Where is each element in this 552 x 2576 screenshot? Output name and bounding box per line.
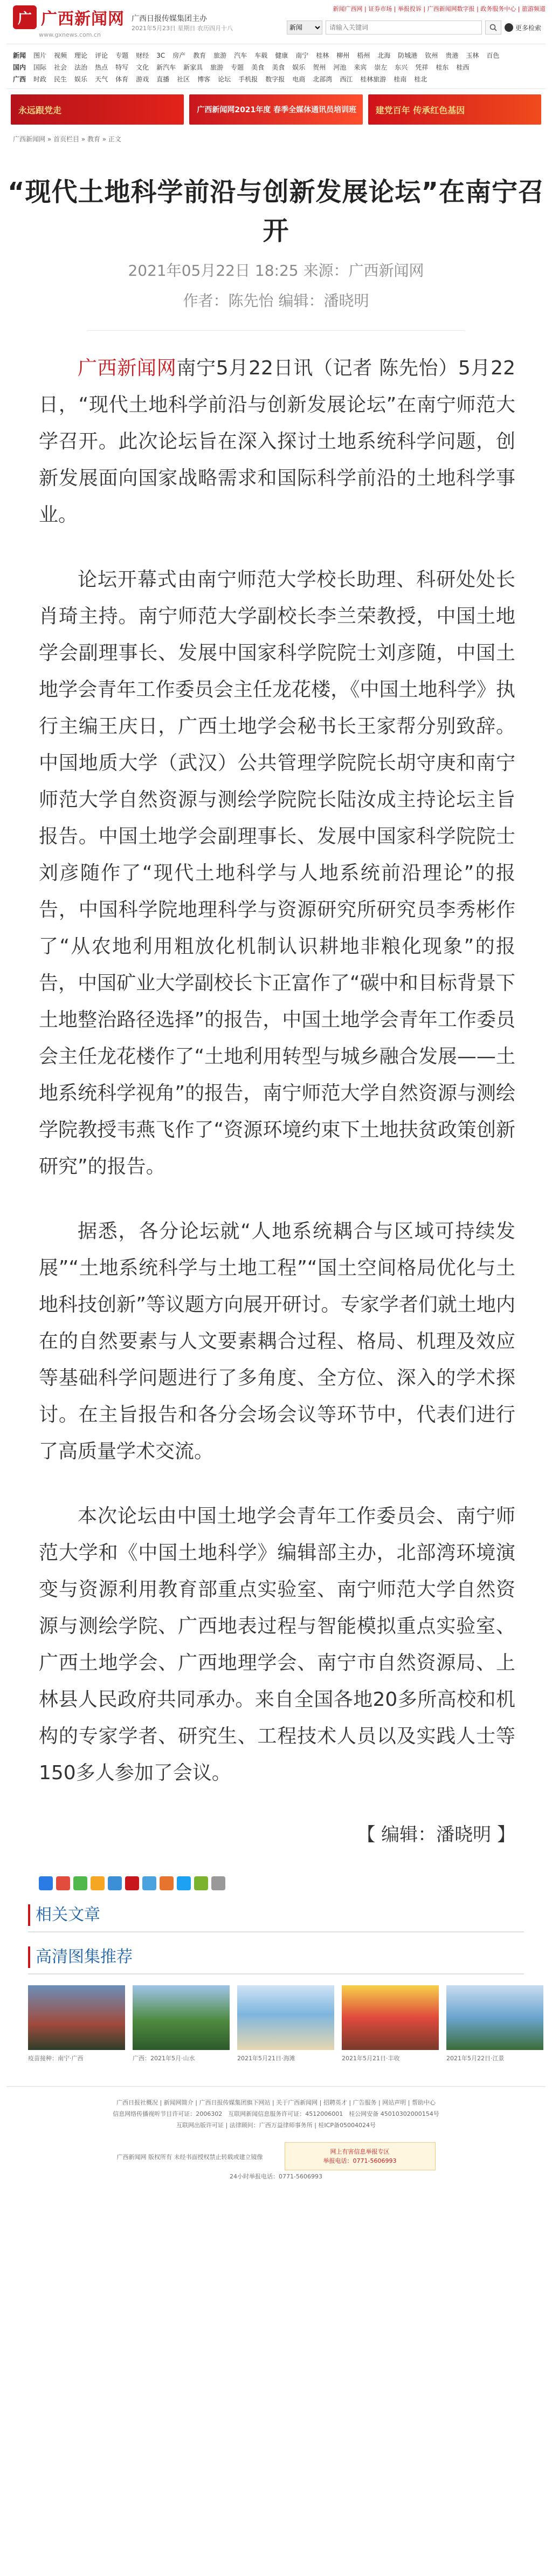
nav-item[interactable]: 视频 <box>54 52 67 59</box>
footer-copyright: 广西新闻网 版权所有 未经书面授权禁止转载或建立镜像 <box>116 2153 263 2161</box>
gallery-photos <box>6 1974 546 2062</box>
nav-item[interactable]: 防城港 <box>398 52 418 59</box>
header-date: 2021年5月23日 星期日 农历四月十八 <box>132 25 233 32</box>
share-tencent-icon[interactable] <box>108 1876 122 1890</box>
nav-item[interactable]: 国际 <box>33 64 47 71</box>
nav-item[interactable]: 体育 <box>115 76 129 83</box>
nav-item[interactable]: 博客 <box>197 76 211 83</box>
gallery-thumbnail <box>342 1985 439 2050</box>
gallery-item[interactable] <box>237 1985 334 2062</box>
nav-item[interactable]: 美食 <box>272 64 285 71</box>
nav-row <box>13 50 546 62</box>
nav-item[interactable]: 梧州 <box>357 52 370 59</box>
nav-item[interactable]: 理论 <box>74 52 88 59</box>
more-search-label: 更多检索 <box>515 24 541 32</box>
gallery-caption: 2021年5月22日·江景 <box>446 2055 505 2062</box>
nav-item[interactable]: 桂林 <box>316 52 329 59</box>
nav-item[interactable]: 旅游 <box>210 64 224 71</box>
gallery-caption: 广西：2021年5月·山水 <box>133 2055 195 2062</box>
share-qzone-icon[interactable] <box>39 1876 53 1890</box>
nav-item[interactable]: 美食 <box>251 64 265 71</box>
share-qq-icon[interactable] <box>91 1876 105 1890</box>
nav-item[interactable]: 桂东 <box>436 64 449 71</box>
paragraph: 据悉，各分论坛就“人地系统耦合与区域可持续发展”“土地系统科学与土地工程”“国土空间格局优化与土地科技创新”等议题方向展开研讨。专家学者们就土地内在的自然要素与人文要素耦合过程、格局、机理及效应等基础科学问题进行了多角度、全方位、深入的学术探讨。在主旨报告和各分会场会议等环节中，代表们进行了高质量学术交流。 <box>39 1220 515 1463</box>
nav-item[interactable]: 房产 <box>172 52 186 59</box>
share-kaixin-icon[interactable] <box>160 1876 174 1890</box>
nav-item[interactable]: 南宁 <box>295 52 309 59</box>
gallery-title: 高清图集推荐 <box>28 1946 524 1968</box>
gallery-item[interactable] <box>342 1985 439 2062</box>
logo-mark: 广 <box>13 5 37 29</box>
gallery-thumbnail <box>237 1985 334 2050</box>
nav-item[interactable]: 娱乐 <box>292 64 306 71</box>
nav-item[interactable]: 电商 <box>292 76 306 83</box>
nav-item[interactable]: 法治 <box>74 64 88 71</box>
nav-item[interactable]: 评论 <box>95 52 108 59</box>
nav-item[interactable]: 崇左 <box>374 64 388 71</box>
nav-item[interactable]: 手机报 <box>238 76 258 83</box>
source-link[interactable]: 广西新闻网 <box>78 357 177 379</box>
nav-item[interactable]: 健康 <box>275 52 288 59</box>
share-douban-icon[interactable] <box>142 1876 156 1890</box>
share-wechat-icon[interactable] <box>73 1876 87 1890</box>
nav-item[interactable]: 桂林旅游 <box>360 76 387 83</box>
top-links[interactable]: 新闻广西网 | 证券市场 | 举报投诉 | 广西新闻网数字报 | 政务服务中心 | 旅游频道 <box>333 5 546 12</box>
nav-item[interactable]: 民生 <box>54 76 67 83</box>
nav-item[interactable]: 桂北 <box>414 76 427 83</box>
nav-item[interactable]: 贺州 <box>313 64 326 71</box>
nav-item[interactable]: 时政 <box>33 76 47 83</box>
footer-badges <box>6 2142 546 2170</box>
paragraph-text: 南宁5月22日讯（记者 陈先怡）5月22日，“现代土地科学前沿与创新发展论坛”在南宁师范大学召开。此次论坛旨在深入探讨土地系统科学问题，创新发展面向国家战略需求和国际科学前沿的土地科学事业。 <box>39 357 515 526</box>
nav-item[interactable]: 3C <box>156 52 165 59</box>
share-more-icon[interactable] <box>211 1876 225 1890</box>
share-weibo-icon[interactable] <box>56 1876 70 1890</box>
logo-text: 广西新闻网 <box>41 10 125 29</box>
gallery-item[interactable] <box>446 1985 543 2062</box>
nav-item[interactable]: 车载 <box>254 52 268 59</box>
paragraph <box>39 350 515 534</box>
banner-ad[interactable]: 建党百年 传承红色基因 <box>368 94 541 125</box>
nav-item[interactable]: 东兴 <box>395 64 408 71</box>
footer-legal: 互联网出版许可证 | 法律顾问：广西万益律师事务所 | 桂ICP备05004024号 <box>176 2122 376 2129</box>
nav-item[interactable]: 文化 <box>136 64 149 71</box>
nav-item[interactable]: 汽车 <box>234 52 247 59</box>
gallery-caption: 疫苗接种：南宁·广西 <box>28 2055 84 2062</box>
report-body: 举报电话：0771-5606993 <box>323 2157 397 2164</box>
site-header <box>6 0 546 44</box>
nav-item[interactable]: 北海 <box>377 52 391 59</box>
nav-item[interactable]: 贵港 <box>445 52 459 59</box>
nav-item[interactable]: 论坛 <box>218 76 231 83</box>
nav-item[interactable]: 教育 <box>193 52 206 59</box>
nav-item[interactable]: 特写 <box>115 64 129 71</box>
nav-item[interactable]: 新汽车 <box>156 64 176 71</box>
nav-item[interactable]: 财经 <box>136 52 149 59</box>
nav-item[interactable]: 桂西 <box>456 64 470 71</box>
search-button[interactable] <box>485 21 501 35</box>
gallery-thumbnail <box>446 1985 543 2050</box>
nav-item[interactable]: 直播 <box>156 76 170 83</box>
nav-item[interactable]: 桂南 <box>394 76 407 83</box>
nav-item[interactable]: 北部湾 <box>313 76 333 83</box>
logo-subtitle: www.gxnews.com.cn <box>39 31 101 38</box>
nav-item[interactable]: 图片 <box>33 52 47 59</box>
banner-row <box>6 89 546 130</box>
nav-item[interactable]: 河池 <box>333 64 347 71</box>
gallery-thumbnail <box>133 1985 230 2050</box>
article-meta: 2021年05月22日 18:25 来源：广西新闻网 <box>128 262 424 279</box>
gallery-caption: 2021年5月21日·海滩 <box>237 2055 295 2062</box>
site-logo[interactable] <box>13 5 125 29</box>
report-title: 网上有害信息举报专区 <box>330 2148 390 2155</box>
article-body <box>6 331 546 1792</box>
divider <box>28 1931 524 1932</box>
nav-item[interactable]: 专题 <box>231 64 244 71</box>
more-search-icon <box>505 23 513 32</box>
paragraph: 论坛开幕式由南宁师范大学校长助理、科研处处长肖琦主持。南宁师范大学副校长李兰荣教授，中国土地学会副理事长、发展中国家科学院院士刘彦随，中国土地学会青年工作委员会主任龙花楼，《中国土地科学》执行主编王庆日，广西土地学会秘书长王家帮分别致辞。中国地质大学（武汉）公共管理学院院长胡守庚和南宁师范大学自然资源与测绘学院院长陆汝成主持论坛主旨报告。中国土地学会副理事长、发展中国家科学院院士刘彦随作了“现代土地科学与人地系统前沿理论”的报告，中国科学院地理科学与资源研究所研究员李秀彬作了“从农地利用粗放化机制认识耕地非粮化现象”的报告，中国矿业大学副校长卞正富作了“碳中和目标背景下土地整治路径选择”的报告，中国土地学会青年工作委员会主任龙花楼作了“土地利用转型与城乡融合发展——土地系统科学视角”的报告，南宁师范大学自然资源与测绘学院教授韦燕飞作了“资源环境约束下土地扶贫政策创新研究”的报告。 <box>39 569 515 1178</box>
article-byline: 作者：陈先怡 编辑：潘晓明 <box>183 292 369 310</box>
nav-item[interactable]: 国内 <box>13 64 26 71</box>
nav-item[interactable]: 凭祥 <box>415 64 429 71</box>
gallery-item[interactable] <box>28 1985 125 2062</box>
footer-links[interactable]: 广西日报社概况 | 新闻网简介 | 广西日报传媒集团旗下网站 | 关于广西新闻网 | 招聘英才 | 广告服务 | 网站声明 | 帮助中心 <box>116 2099 436 2106</box>
site-footer <box>6 2086 546 2182</box>
editor-credit: 【 编辑：潘晓明 】 <box>357 1824 515 1846</box>
nav-item[interactable]: 柳州 <box>336 52 350 59</box>
search-icon <box>489 24 497 31</box>
share-renren-icon[interactable] <box>125 1876 139 1890</box>
article-title: “现代土地科学前沿与创新发展论坛”在南宁召开 <box>7 177 545 246</box>
nav-item[interactable]: 数字报 <box>265 76 285 83</box>
report-box[interactable] <box>285 2142 436 2170</box>
nav-row <box>13 73 546 85</box>
nav-item[interactable]: 社区 <box>177 76 190 83</box>
nav-item[interactable]: 广西 <box>13 76 26 83</box>
search-input[interactable] <box>326 21 482 35</box>
share-print-icon[interactable] <box>194 1876 208 1890</box>
footer-phone: 24小时举报电话：0771-5606993 <box>230 2173 322 2180</box>
nav-item[interactable]: 来宾 <box>354 64 367 71</box>
nav-item[interactable]: 玉林 <box>466 52 479 59</box>
share-bar <box>6 1846 546 1890</box>
search-bar <box>287 21 541 35</box>
nav-item[interactable]: 天气 <box>95 76 108 83</box>
nav-item[interactable]: 旅游 <box>213 52 227 59</box>
header-slogan: 广西日报传媒集团主办 <box>132 15 207 23</box>
nav-item[interactable]: 新家具 <box>183 64 203 71</box>
nav-item[interactable]: 娱乐 <box>74 76 88 83</box>
paragraph: 本次论坛由中国土地学会青年工作委员会、南宁师范大学和《中国土地科学》编辑部主办，北部湾环境演变与资源利用教育部重点实验室、南宁师范大学自然资源与测绘学院、广西地表过程与智能模拟重点实验室、广西土地学会、广西地理学会、南宁市自然资源局、上林县人民政府共同承办。来自全国各地20多所高校和机构的专家学者、研究生、工程技术人员以及实践人士等150多人参加了会议。 <box>39 1505 515 1784</box>
main-nav <box>6 44 546 89</box>
breadcrumb[interactable]: 广西新闻网 » 首页栏目 » 教育 » 正文 <box>13 135 121 143</box>
gallery-item[interactable] <box>133 1985 230 2062</box>
nav-item[interactable]: 新闻 <box>13 52 26 59</box>
gallery-thumbnail <box>28 1985 125 2050</box>
more-search-link[interactable] <box>505 23 541 32</box>
nav-item[interactable]: 钦州 <box>425 52 438 59</box>
banner-ad[interactable]: 广西新闻网2021年度 春季全媒体通讯员培训班 <box>189 94 362 125</box>
nav-item[interactable]: 专题 <box>115 52 129 59</box>
nav-item[interactable]: 热点 <box>95 64 108 71</box>
nav-row <box>13 62 546 73</box>
nav-item[interactable]: 西江 <box>340 76 353 83</box>
search-category-select[interactable] <box>287 21 322 35</box>
share-email-icon[interactable] <box>177 1876 191 1890</box>
nav-item[interactable]: 百色 <box>486 52 500 59</box>
banner-ad[interactable]: 永远跟党走 <box>11 94 184 125</box>
related-title: 相关文章 <box>28 1904 524 1926</box>
nav-item[interactable]: 游戏 <box>136 76 149 83</box>
gallery-caption: 2021年5月21日·丰收 <box>342 2055 400 2062</box>
footer-license: 信息网络传播视听节目许可证：2006302 互联网新闻信息服务许可证：4512006001 桂公网安备 45010302000154号 <box>113 2110 439 2117</box>
nav-item[interactable]: 社会 <box>54 64 67 71</box>
